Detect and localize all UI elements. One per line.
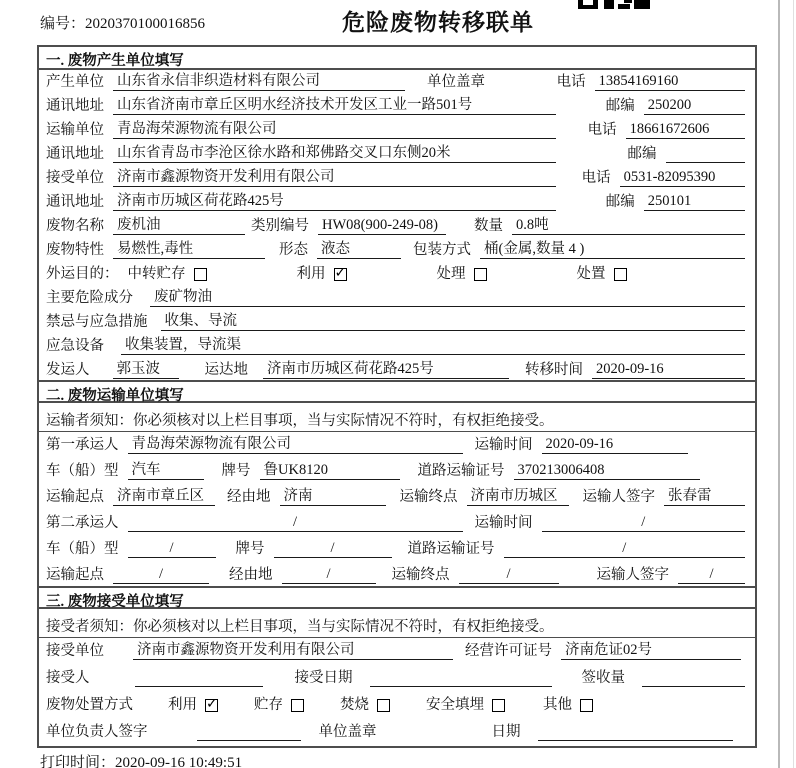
accept-date-value [370, 669, 552, 687]
destination-value: 济南市历城区荷花路425号 [263, 357, 509, 379]
shipper-value: 郭玉波 [113, 357, 179, 379]
row-hazard-component [39, 286, 755, 310]
window-edge-line [793, 0, 794, 768]
via1-label: 经由地 [227, 489, 271, 505]
transfer-time-label: 转移时间 [525, 362, 583, 378]
permit2-value: / [504, 540, 746, 558]
section2-header: 二. 废物运输单位填写 [39, 380, 755, 403]
transporter-zip-label: 邮编 [627, 146, 657, 162]
unit-seal-label-2: 单位盖章 [318, 724, 377, 740]
row-receiver-address [39, 190, 755, 214]
acceptor-label: 接受人 [46, 670, 90, 686]
date-value [538, 723, 734, 741]
row-transporter [39, 118, 755, 142]
transport-time1-value: 2020-09-16 [542, 436, 688, 454]
equipment-value: 收集装置，导流渠 [121, 333, 745, 355]
row-producer [39, 70, 755, 94]
purpose-option-storage [128, 262, 207, 283]
manifest-form [37, 45, 757, 748]
checkbox-label: 焚烧 [340, 697, 369, 713]
waste-name-value: 废机油 [113, 213, 245, 235]
origin2-label: 运输起点 [46, 567, 104, 583]
emergency-label: 禁忌与应急措施 [46, 314, 148, 330]
transporter-address-label: 通讯地址 [46, 146, 104, 162]
row-waste-property [39, 238, 755, 262]
checkbox-icon [580, 699, 593, 712]
accept-unit-label: 接受单位 [46, 643, 104, 659]
serial-label: 编号： [40, 16, 86, 32]
carrier1-value: 青岛海荣源物流有限公司 [128, 432, 463, 454]
row-disposal-method [39, 692, 755, 719]
license-value: 济南危证02号 [561, 638, 741, 660]
checkbox-label: 处理 [436, 266, 466, 282]
form-value: 液态 [317, 237, 401, 259]
origin2-value: / [113, 566, 209, 584]
print-time-line [40, 751, 242, 768]
row-acceptor [39, 665, 755, 692]
accept-qty-value [642, 669, 745, 687]
row-transporter-address [39, 142, 755, 166]
qr-block [578, 0, 598, 9]
checkbox-label: 利用 [296, 266, 326, 282]
receiver-zip-label: 邮编 [605, 194, 635, 210]
plate2-value: / [274, 540, 392, 558]
receiver-value: 济南市鑫源物资开发利用有限公司 [113, 165, 556, 187]
checkbox-label: 安全填埋 [426, 697, 484, 713]
producer-label: 产生单位 [46, 74, 104, 90]
origin1-label: 运输起点 [46, 489, 104, 505]
row-producer-address [39, 94, 755, 118]
row-waste-name [39, 214, 755, 238]
hazard-value: 废矿物油 [150, 285, 745, 307]
transporter-zip-value [666, 145, 746, 163]
qr-block [624, 0, 632, 3]
accept-qty-label: 签收量 [581, 670, 625, 686]
equipment-label: 应急设备 [46, 338, 104, 354]
row-route2 [39, 562, 755, 588]
print-time-label: 打印时间： [40, 755, 116, 768]
section1-header: 一. 废物产生单位填写 [39, 47, 755, 70]
transport-time2-label: 运输时间 [474, 515, 533, 531]
receiver-phone-value: 0531-82095390 [620, 169, 745, 187]
sign2-label: 运输人签字 [596, 567, 669, 583]
checkbox-label: 其他 [543, 697, 572, 713]
destination-label: 运达地 [204, 362, 248, 378]
carrier2-label: 第二承运人 [46, 515, 119, 531]
row-shipper [39, 358, 755, 382]
via2-value: / [282, 566, 376, 584]
producer-address-value: 山东省济南市章丘区明水经济技术开发区工业一路501号 [113, 93, 556, 115]
producer-zip-value: 250200 [644, 97, 745, 115]
transporter-notice: 运输者须知：你必须核对以上栏目事项，当与实际情况不符时，有权拒绝接受。 [39, 403, 755, 432]
purpose-option-utilize [297, 262, 347, 283]
shipper-label: 发运人 [46, 362, 90, 378]
sign1-value: 张春雷 [664, 484, 745, 506]
dest1-label: 运输终点 [399, 489, 458, 505]
checkbox-icon [194, 268, 207, 281]
receiver-address-label: 通讯地址 [46, 194, 104, 210]
sign1-label: 运输人签字 [582, 489, 655, 505]
quantity-value: 0.8吨 [512, 213, 745, 235]
carrier2-value: / [128, 514, 463, 532]
print-time-value: 2020-09-16 10:49:51 [115, 755, 243, 768]
packaging-label: 包装方式 [413, 242, 471, 258]
origin1-value: 济南市章丘区 [113, 484, 215, 506]
disposal-option-landfill [426, 693, 505, 714]
transporter-value: 青岛海荣源物流有限公司 [113, 117, 556, 139]
via1-value: 济南 [280, 484, 386, 506]
checkbox-label: 中转贮存 [127, 266, 186, 282]
row-emergency-equipment [39, 334, 755, 358]
plate1-label: 牌号 [221, 463, 251, 479]
responsible-sign-value [197, 723, 301, 741]
producer-phone-value: 13854169160 [595, 73, 745, 91]
producer-address-label: 通讯地址 [46, 98, 104, 114]
row-vehicle1 [39, 458, 755, 484]
permit1-value: 370213006408 [514, 462, 700, 480]
row-route1 [39, 484, 755, 510]
category-label: 类别编号 [251, 218, 309, 234]
page-header [0, 0, 796, 45]
emergency-value: 收集、导流 [161, 309, 746, 331]
producer-zip-label: 邮编 [605, 98, 635, 114]
row-emergency-measures [39, 310, 755, 334]
quantity-label: 数量 [474, 218, 503, 234]
transporter-label: 运输单位 [46, 122, 104, 138]
row-second-carrier [39, 510, 755, 536]
row-vehicle2 [39, 536, 755, 562]
packaging-value: 桶(金属,数量 4 ) [480, 237, 745, 259]
checkbox-icon [614, 268, 627, 281]
accept-date-label: 接受日期 [294, 670, 353, 686]
checkbox-label: 贮存 [254, 697, 283, 713]
plate1-value: 鲁UK8120 [260, 458, 400, 480]
accept-unit-value: 济南市鑫源物资开发利用有限公司 [133, 638, 453, 660]
sign2-value: / [678, 566, 745, 584]
permit2-label: 道路运输证号 [407, 541, 495, 557]
purpose-option-dispose [577, 262, 627, 283]
date-label: 日期 [491, 724, 521, 740]
via2-label: 经由地 [229, 567, 273, 583]
disposal-option-other [543, 693, 593, 714]
checkbox-icon [377, 699, 390, 712]
vehicle2-value: / [128, 540, 216, 558]
vehicle2-label: 车（船）型 [46, 541, 119, 557]
hazard-label: 主要危险成分 [46, 290, 133, 306]
property-label: 废物特性 [46, 242, 104, 258]
receiver-address-value: 济南市历城区荷花路425号 [113, 189, 556, 211]
producer-phone-label: 电话 [556, 74, 586, 90]
dest1-value: 济南市历城区 [467, 484, 569, 506]
unit-seal-label: 单位盖章 [427, 74, 485, 90]
acceptor-value [135, 669, 263, 687]
vehicle1-label: 车（船）型 [46, 463, 119, 479]
section3-header: 三. 废物接受单位填写 [39, 586, 755, 609]
receiver-notice: 接受者须知：你必须核对以上栏目事项，当与实际情况不符时，有权拒绝接受。 [39, 609, 755, 638]
dest2-label: 运输终点 [391, 567, 450, 583]
row-receiver [39, 166, 755, 190]
page-edge-line [778, 0, 780, 768]
receiver-label: 接受单位 [46, 170, 104, 186]
transporter-phone-value: 18661672606 [626, 121, 745, 139]
plate2-label: 牌号 [235, 541, 265, 557]
form-label: 形态 [279, 242, 308, 258]
checkbox-icon [291, 699, 304, 712]
row-accept-unit [39, 638, 755, 665]
transfer-time-value: 2020-09-16 [592, 361, 745, 379]
disposal-option-utilize [168, 693, 218, 714]
property-value: 易燃性,毒性 [113, 237, 265, 259]
qr-block [634, 0, 650, 9]
qr-code-partial-icon [578, 0, 654, 9]
disposal-option-storage [254, 693, 304, 714]
row-transfer-purpose [39, 262, 755, 286]
qr-block [618, 4, 630, 9]
checkbox-label: 利用 [168, 697, 197, 713]
checkbox-icon [492, 699, 505, 712]
transporter-phone-label: 电话 [587, 122, 617, 138]
transporter-address-value: 山东省青岛市李沧区徐水路和郑佛路交叉口东侧20米 [113, 141, 556, 163]
transport-time2-value: / [542, 514, 746, 532]
purpose-label: 外运目的： [46, 266, 119, 282]
disposal-option-incinerate [340, 693, 390, 714]
permit1-label: 道路运输证号 [417, 463, 505, 479]
checkbox-icon [205, 699, 218, 712]
responsible-sign-label: 单位负责人签字 [46, 724, 148, 740]
serial-number: 2020370100016856 [85, 16, 206, 32]
category-value: HW08(900-249-08) [318, 217, 446, 235]
checkbox-icon [334, 268, 347, 281]
page-title: 危险废物转移联单 [342, 10, 534, 35]
checkbox-label: 处置 [576, 266, 606, 282]
row-responsible-sign [39, 719, 755, 746]
vehicle1-value: 汽车 [128, 458, 204, 480]
purpose-option-treat [437, 262, 487, 283]
receiver-zip-value: 250101 [644, 193, 745, 211]
serial-number-line [40, 12, 205, 33]
transport-time1-label: 运输时间 [474, 437, 533, 453]
waste-name-label: 废物名称 [46, 218, 104, 234]
license-label: 经营许可证号 [465, 643, 552, 659]
checkbox-icon [474, 268, 487, 281]
disposal-label: 废物处置方式 [46, 697, 133, 713]
receiver-phone-label: 电话 [581, 170, 611, 186]
dest2-value: / [459, 566, 559, 584]
qr-block [604, 0, 614, 9]
row-first-carrier [39, 432, 755, 458]
carrier1-label: 第一承运人 [46, 437, 119, 453]
producer-value: 山东省永信非织造材料有限公司 [113, 69, 405, 91]
